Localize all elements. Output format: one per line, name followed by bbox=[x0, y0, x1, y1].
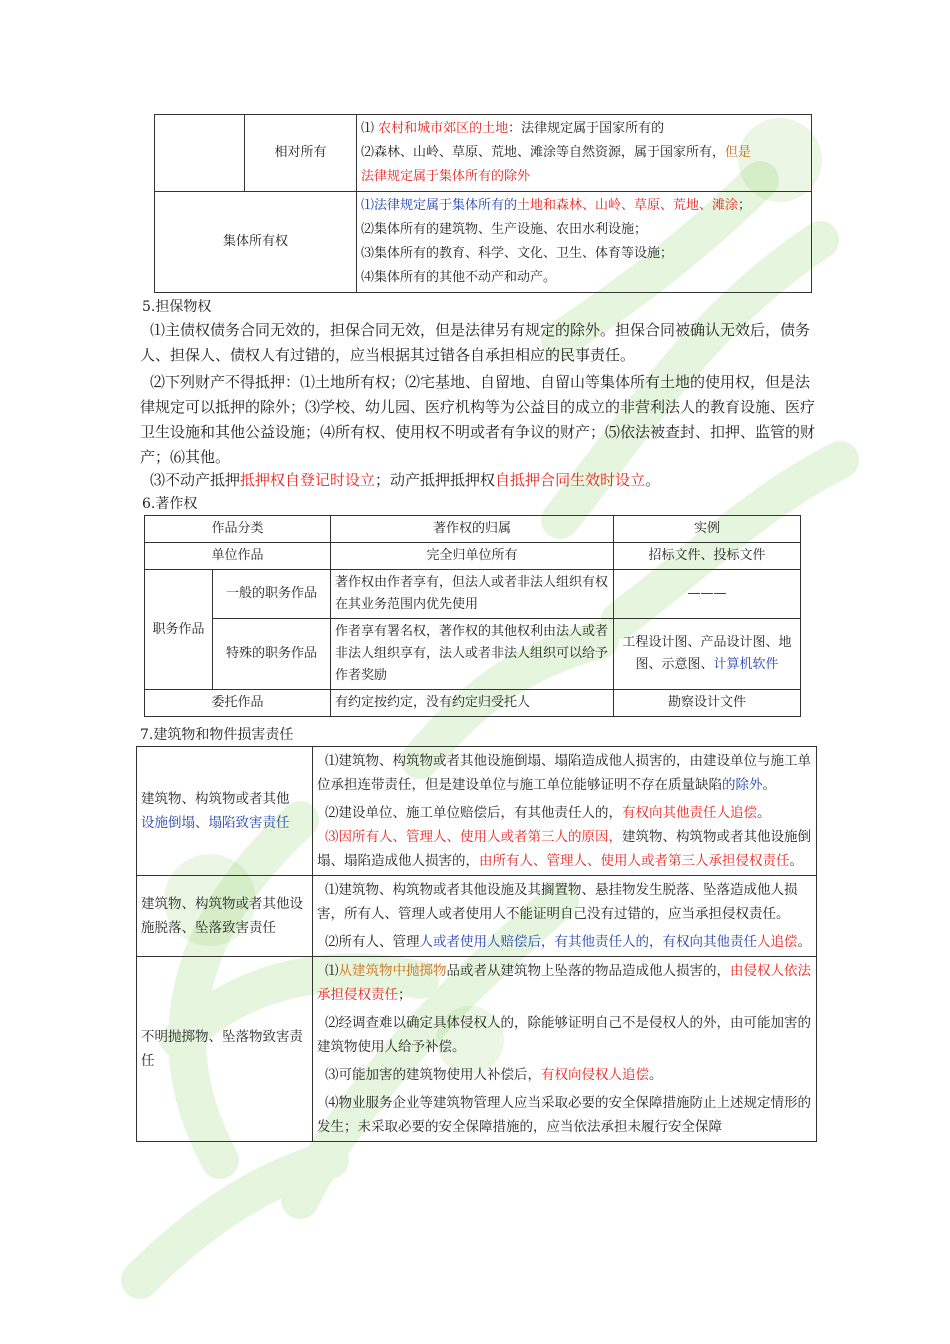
table-row bbox=[137, 957, 817, 1142]
table-cell: 职务作品 bbox=[145, 570, 213, 690]
highlight-text: 人追偿 bbox=[757, 934, 798, 950]
highlight-text: 计算机软件 bbox=[713, 657, 779, 672]
table-cell bbox=[137, 747, 313, 876]
relative-ownership-content bbox=[357, 115, 812, 192]
table-cell: 作者享有署名权，著作权的其他权利由法人或者非法人组织享有，法人或者非法人组织可以给予作者奖励 bbox=[331, 619, 614, 690]
paragraph: ⑵下列财产不得抵押：⑴土地所有权；⑵宅基地、自留地、自留山等集体所有土地的使用权，但是法律规定可以抵押的除外；⑶学校、幼儿园、医疗机构等为公益目的成立的非营利法人的教育设施、医疗卫生设施和其他公益设施；⑷所有权、使用权不明或者有争议的财产；⑸依法被查封、扣押、监管的财产；⑹其他。 bbox=[140, 373, 816, 466]
text: 。 bbox=[645, 471, 661, 489]
text: ⑵森林、山岭、草原、荒地、滩涂等自然资源，属于国家所有， bbox=[361, 145, 726, 160]
paragraph bbox=[140, 468, 820, 493]
highlight-text: 抵押权自登记时设立 bbox=[240, 471, 376, 489]
highlight-text: 有权向其他责任人追偿 bbox=[622, 805, 757, 821]
table-row bbox=[155, 192, 812, 293]
text: ⑵建设单位、施工单位赔偿后，有其他责任人的， bbox=[325, 805, 622, 821]
section-title: 5.担保物权 bbox=[142, 299, 212, 315]
column-header: 著作权的归属 bbox=[331, 516, 614, 543]
table-cell: 著作权由作者享有，但法人或者非法人组织有权在其业务范围内优先使用 bbox=[331, 570, 614, 619]
text: ；动产抵押抵押权 bbox=[375, 471, 496, 489]
ownership-table bbox=[154, 114, 812, 293]
text: ⑷集体所有的其他不动产和动产。 bbox=[361, 270, 557, 285]
table-row bbox=[145, 570, 801, 619]
table-row bbox=[145, 619, 801, 690]
text: ⑶可能加害的建筑物使用人补偿后， bbox=[325, 1067, 541, 1083]
table-cell bbox=[313, 957, 817, 1142]
highlight-text: 设施倒塌、塌陷致害责任 bbox=[141, 815, 290, 831]
table-cell: 有约定按约定，没有约定归受托人 bbox=[331, 690, 614, 717]
table-cell: 不明抛掷物、坠落物致害责任 bbox=[137, 957, 313, 1142]
table-header-row bbox=[145, 516, 801, 543]
highlight-text: 人或者使用人赔偿后，有其他责任人的，有权向其他责任 bbox=[419, 934, 757, 950]
column-header: 作品分类 bbox=[145, 516, 331, 543]
text: ⑶集体所有的教育、科学、文化、卫生、体育等设施； bbox=[361, 246, 674, 261]
text: ⑴ bbox=[361, 121, 379, 136]
highlight-text: 但是 bbox=[725, 145, 752, 160]
table-row bbox=[137, 747, 817, 876]
table-row bbox=[145, 543, 801, 570]
collective-ownership-content bbox=[357, 192, 812, 293]
table-cell bbox=[313, 876, 817, 957]
highlight-text: 由侵权人依法承担侵权责任 bbox=[317, 963, 811, 1003]
highlight-text: 土地和森林、山岭、草原、荒地、滩涂 bbox=[517, 198, 739, 213]
table-cell: 招标文件、投标文件 bbox=[614, 543, 801, 570]
table-row bbox=[145, 690, 801, 717]
text: 。 bbox=[762, 777, 776, 793]
text: ：法律规定属于国家所有的 bbox=[508, 121, 665, 136]
table-row bbox=[137, 876, 817, 957]
highlight-text: 从建筑物中抛掷物 bbox=[338, 963, 447, 979]
paragraph: ⑴主债权债务合同无效的，担保合同无效，但是法律另有规定的除外。担保合同被确认无效后，债务人、担保人、债权人有过错的，应当根据其过错各自承担相应的民事责任。 bbox=[140, 321, 811, 364]
table-row bbox=[155, 115, 812, 192]
table-cell bbox=[313, 747, 817, 876]
column-header: 实例 bbox=[614, 516, 801, 543]
text: 品或者从建筑物上坠落的物品造成他人损害的， bbox=[446, 963, 730, 979]
text: 。 bbox=[649, 1067, 663, 1083]
highlight-text: 农村和城市郊区的土地 bbox=[378, 121, 509, 136]
highlight-text: 有权向侵权人追偿 bbox=[541, 1067, 649, 1083]
highlight-text: ⑶因所有人、管理人、使用人或者第三人的原因， bbox=[325, 829, 622, 845]
text: ⑵经调查难以确定具体侵权人的，除能够证明自己不是侵权人的外，由可能加害的建筑物使用人给予补偿。 bbox=[317, 1015, 811, 1055]
collective-ownership-label: 集体所有权 bbox=[155, 192, 357, 293]
empty-cell bbox=[155, 115, 245, 192]
text: ⑴ bbox=[325, 963, 339, 979]
text: 建筑物、构筑物或者其他设施倒塌、塌陷造成他人损害的， bbox=[317, 829, 811, 869]
text: 工程设计图、产品设计图、地图、示意图、 bbox=[622, 635, 792, 672]
table-cell: ——— bbox=[614, 570, 801, 619]
text: ⑵集体所有的建筑物、生产设施、农田水利设施； bbox=[361, 222, 648, 237]
text: 。 bbox=[757, 805, 771, 821]
table-cell: 完全归单位所有 bbox=[331, 543, 614, 570]
text: 。 bbox=[789, 853, 803, 869]
table-cell: 委托作品 bbox=[145, 690, 331, 717]
section-title: 7.建筑物和物件损害责任 bbox=[140, 727, 294, 743]
text: ； bbox=[738, 198, 752, 213]
text: ； bbox=[398, 987, 412, 1003]
text: 。 bbox=[797, 934, 811, 950]
table-cell: 勘察设计文件 bbox=[614, 690, 801, 717]
text: ⑴建筑物、构筑物或者其他设施及其搁置物、悬挂物发生脱落、坠落造成他人损害，所有人、管理人或者使用人不能证明自己没有过错的，应当承担侵权责任。 bbox=[317, 882, 798, 922]
table-cell: 单位作品 bbox=[145, 543, 331, 570]
table-cell: 一般的职务作品 bbox=[213, 570, 331, 619]
building-liability-table bbox=[136, 746, 817, 1142]
highlight-text: 由所有人、管理人、使用人或者第三人承担侵权责任 bbox=[479, 853, 790, 869]
relative-ownership-label: 相对所有 bbox=[245, 115, 357, 192]
text: 建筑物、构筑物或者其他 bbox=[141, 791, 290, 807]
highlight-text: 自抵押合 bbox=[495, 471, 556, 489]
text: ⑶不动产抵押 bbox=[150, 471, 241, 489]
text: ⑴建筑物、构筑物或者其他设施倒塌、塌陷造成他人损害的，由建设单位与施工单位承担连带责任，但是建设单位与施工单位能够证明不存在质量缺陷 bbox=[317, 753, 811, 793]
highlight-text: 的除外 bbox=[722, 777, 763, 793]
text: ⑷物业服务企业等建筑物管理人应当采取必要的安全保障措施防止上述规定情形的发生；未采取必要的安全保障措施的，应当依法承担未履行安全保障 bbox=[317, 1095, 811, 1135]
table-cell bbox=[614, 619, 801, 690]
highlight-text: ⑴法律规定属于集体所有的 bbox=[361, 198, 518, 213]
section-title: 6.著作权 bbox=[142, 496, 198, 512]
highlight-text: 法律规定属于集体所有的除外 bbox=[361, 169, 531, 184]
highlight-text: 同生效时设立 bbox=[555, 471, 646, 489]
copyright-table bbox=[144, 515, 801, 717]
text: ⑵所有人、管理 bbox=[325, 934, 420, 950]
table-cell: 建筑物、构筑物或者其他设施脱落、坠落致害责任 bbox=[137, 876, 313, 957]
table-cell: 特殊的职务作品 bbox=[213, 619, 331, 690]
